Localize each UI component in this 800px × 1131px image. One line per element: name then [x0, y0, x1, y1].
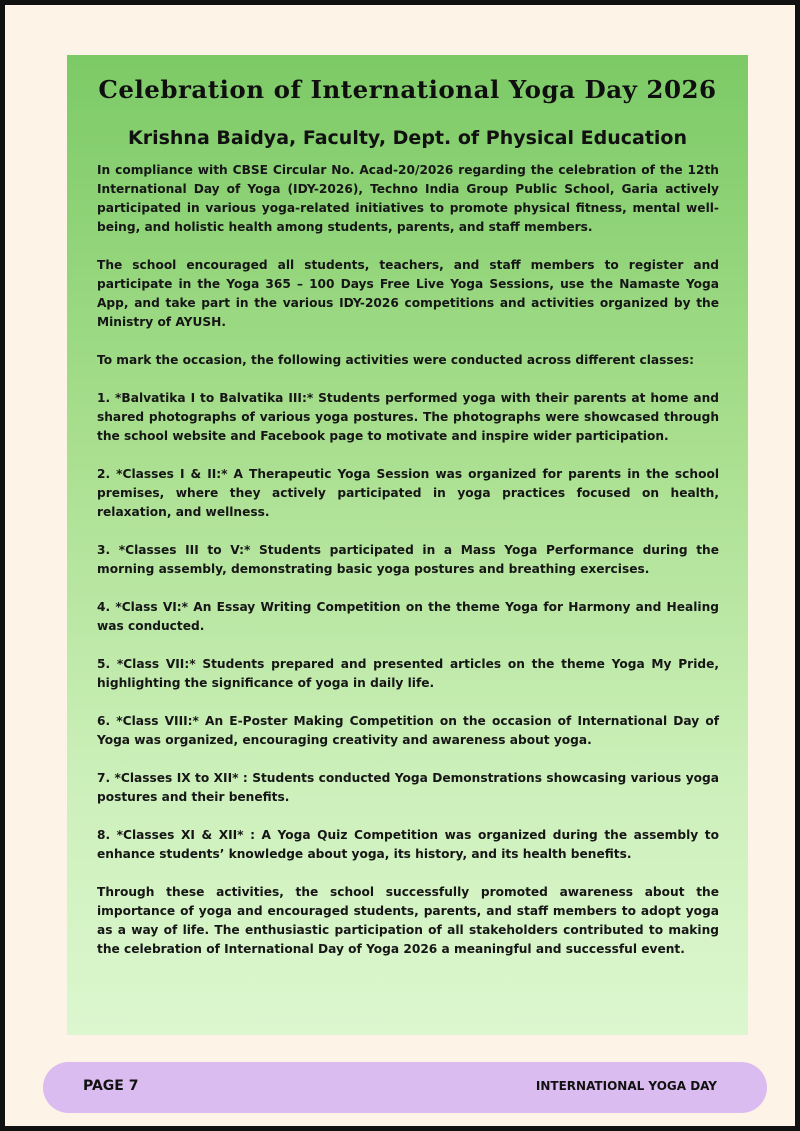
footer-bar: [43, 1062, 767, 1113]
activity-item: 4. *Class VI:* An Essay Writing Competition on the theme Yoga for Harmony and Healing was conducted.: [97, 600, 719, 633]
activity-item: 3. *Classes III to V:* Students participated in a Mass Yoga Performance during the morning assembly, demonstrating basic yoga postures and breathing exercises.: [97, 543, 719, 576]
content-panel: [67, 55, 748, 1035]
page-number: PAGE 7: [83, 1078, 139, 1094]
participation-paragraph: The school encouraged all students, teachers, and staff members to register and participate in the Yoga 365 – 100 Days Free Live Yoga Sessions, use the Namaste Yoga App, and take part in the various IDY-2026 competitions and activities organized by the Ministry of AYUSH.: [97, 258, 719, 329]
intro-paragraph: In compliance with CBSE Circular No. Acad-20/2026 regarding the celebration of the 12th International Day of Yoga (IDY-2026), Techno India Group Public School, Garia actively participated in various yoga-related initiatives to promote physical fitness, mental well-being, and holistic health among students, parents, and staff members.: [97, 163, 719, 234]
article-body: [97, 161, 719, 978]
activities-intro-paragraph: To mark the occasion, the following activities were conducted across different classes:: [97, 353, 695, 367]
page-title: Celebration of International Yoga Day 2026: [98, 75, 717, 104]
author-byline: Krishna Baidya, Faculty, Dept. of Physical Education: [127, 127, 687, 149]
activity-item: 7. *Classes IX to XII* : Students conducted Yoga Demonstrations showcasing various yoga postures and their benefits.: [97, 771, 719, 804]
activity-item: 6. *Class VIII:* An E-Poster Making Competition on the occasion of International Day of Yoga was organized, encouraging creativity and awareness about yoga.: [97, 714, 719, 747]
activity-item: 1. *Balvatika I to Balvatika III:* Students performed yoga with their parents at home and shared photographs of various yoga postures. The photographs were showcased through the school website and Facebook page to motivate and inspire wider participation.: [97, 391, 719, 443]
activity-item: 5. *Class VII:* Students prepared and presented articles on the theme Yoga My Pride, highlighting the significance of yoga in daily life.: [97, 657, 719, 690]
activity-item: 2. *Classes I & II:* A Therapeutic Yoga Session was organized for parents in the school premises, where they actively participated in yoga practices focused on health, relaxation, and wellness.: [97, 467, 719, 519]
footer-section-label: INTERNATIONAL YOGA DAY: [535, 1079, 717, 1093]
activity-item: 8. *Classes XI & XII* : A Yoga Quiz Competition was organized during the assembly to enhance students’ knowledge about yoga, its history, and its health benefits.: [97, 828, 719, 861]
conclusion-paragraph: Through these activities, the school successfully promoted awareness about the importance of yoga and encouraged students, parents, and staff members to adopt yoga as a way of life. The enthusiastic participation of all stakeholders contributed to making the celebration of International Day of Yoga 2026 a meaningful and successful event.: [97, 885, 719, 956]
